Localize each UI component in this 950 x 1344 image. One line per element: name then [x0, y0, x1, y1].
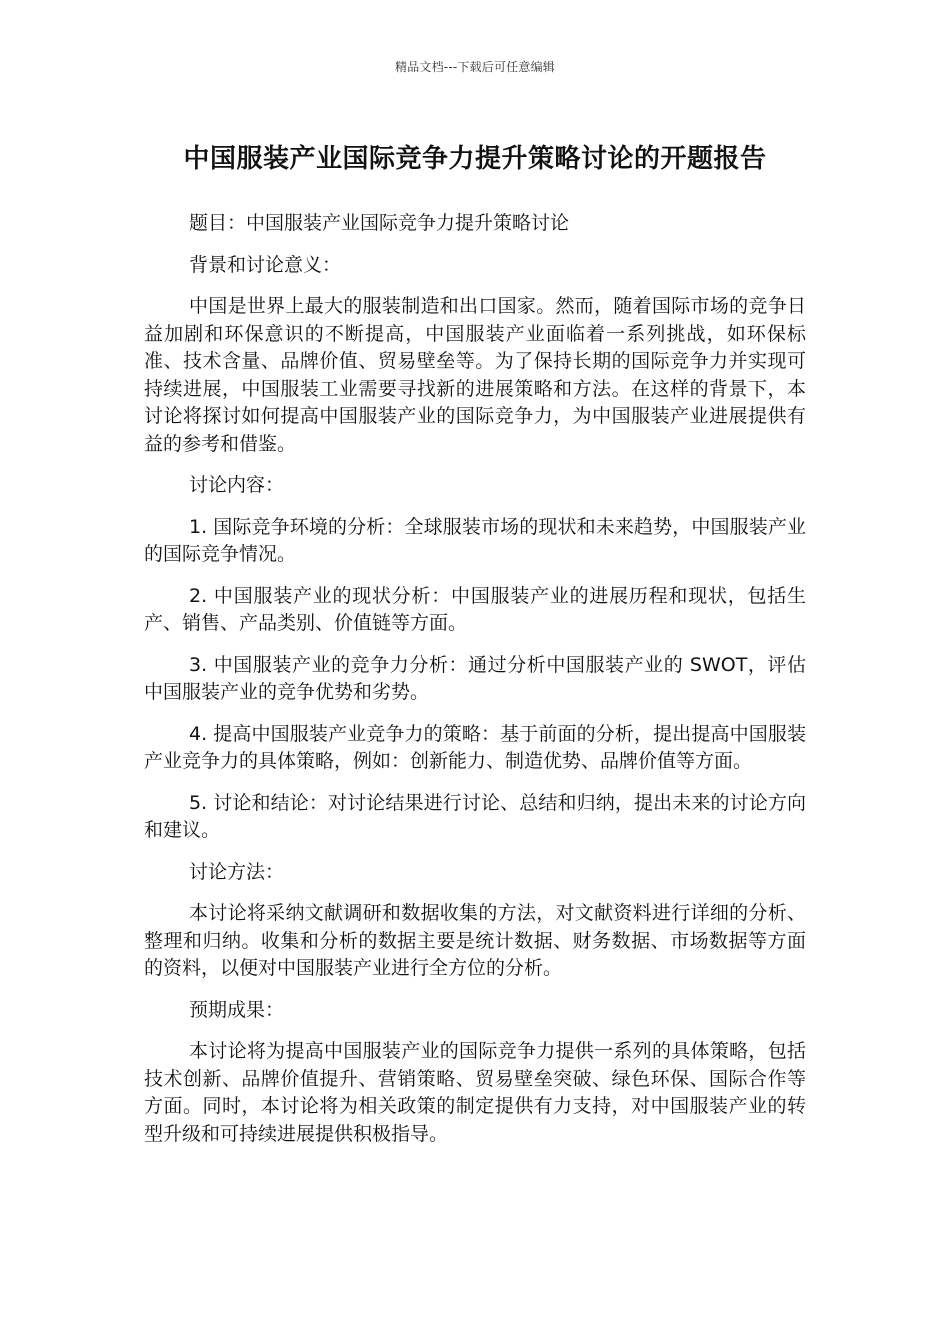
content-item-1: 1. 国际竞争环境的分析：全球服装市场的现状和未来趋势，中国服装产业的国际竞争情况。	[144, 515, 806, 565]
document-title: 中国服装产业国际竞争力提升策略讨论的开题报告	[183, 144, 767, 174]
outcomes-paragraph: 本讨论将为提高中国服装产业的国际竞争力提供一系列的具体策略，包括技术创新、品牌价值提升、营销策略、贸易壁垒突破、绿色环保、国际合作等方面。同时，本讨论将为相关政策的制定提供有力支持，对中国服装产业的转型升级和可持续进展提供积极指导。	[144, 1040, 806, 1145]
content-item-2: 2. 中国服装产业的现状分析：中国服装产业的进展历程和现状，包括生产、销售、产品类别、价值链等方面。	[144, 584, 806, 634]
header-note: 精品文档---下载后可任意编辑	[395, 60, 555, 74]
section-heading-outcomes: 预期成果：	[189, 998, 285, 1021]
section-heading-method: 讨论方法：	[189, 860, 285, 883]
topic-line: 题目：中国服装产业国际竞争力提升策略讨论	[189, 212, 570, 234]
method-paragraph: 本讨论将采纳文献调研和数据收集的方法，对文献资料进行详细的分析、整理和归纳。收集和分析的数据主要是统计数据、财务数据、市场数据等方面的资料，以便对中国服装产业进行全方位的分析。	[144, 902, 806, 979]
document-body	[144, 210, 806, 1162]
content-item-5: 5. 讨论和结论：对讨论结果进行讨论、总结和归纳，提出未来的讨论方向和建议。	[144, 791, 806, 841]
section-heading-content: 讨论内容：	[189, 474, 285, 496]
content-item-4: 4. 提高中国服装产业竞争力的策略：基于前面的分析，提出提高中国服装产业竞争力的具体策略，例如：创新能力、制造优势、品牌价值等方面。	[144, 722, 806, 772]
content-item-3: 3. 中国服装产业的竞争力分析：通过分析中国服装产业的 SWOT，评估中国服装产业的竞争优势和劣势。	[144, 653, 806, 703]
background-paragraph: 中国是世界上最大的服装制造和出口国家。然而，随着国际市场的竞争日益加剧和环保意识的不断提高，中国服装产业面临着一系列挑战，如环保标准、技术含量、品牌价值、贸易壁垒等。为了保持长期的国际竞争力并实现可持续进展，中国服装工业需要寻找新的进展策略和方法。在这样的背景下，本讨论将探讨如何提高中国服装产业的国际竞争力，为中国服装产业进展提供有益的参考和借鉴。	[144, 295, 806, 455]
section-heading-background: 背景和讨论意义：	[189, 253, 342, 276]
